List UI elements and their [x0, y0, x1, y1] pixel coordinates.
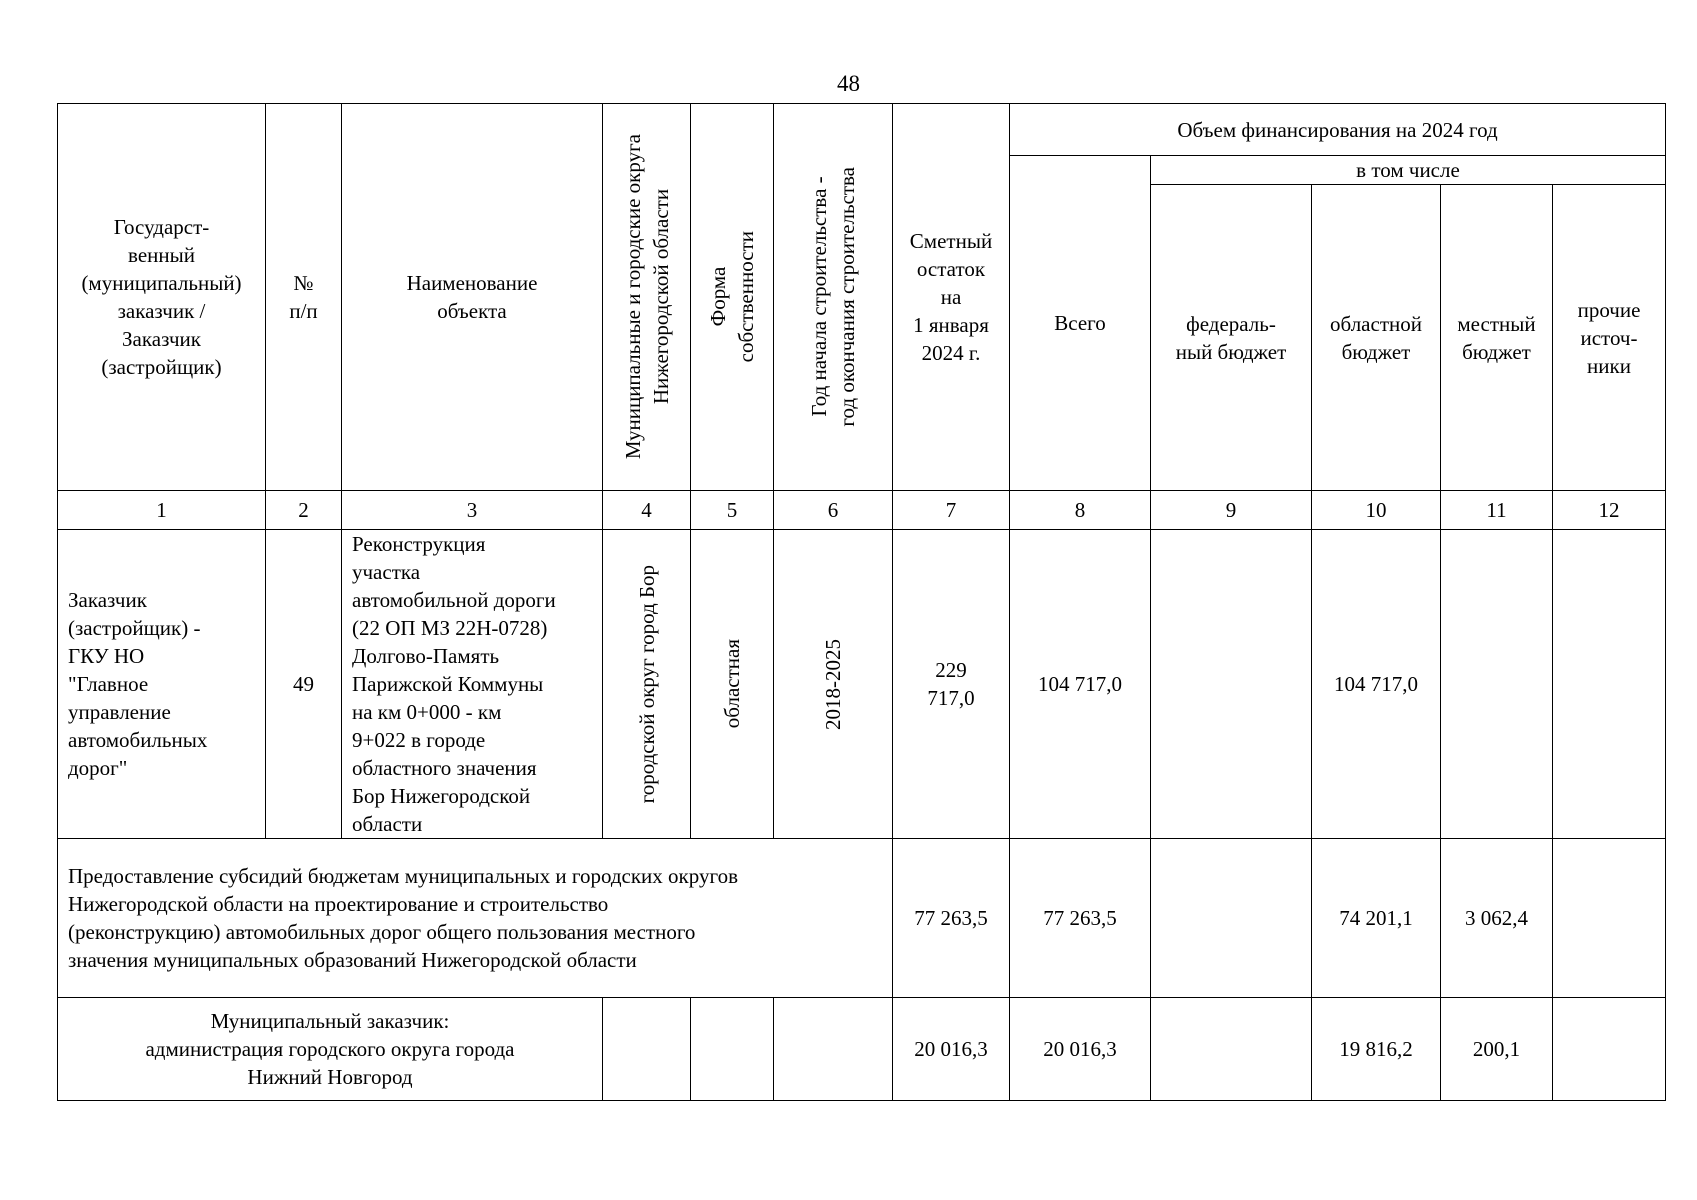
header-local: местный бюджет: [1441, 185, 1553, 491]
column-number: 7: [893, 491, 1010, 530]
subsidy-total: 77 263,5: [1010, 839, 1151, 998]
column-numbers-row: [58, 491, 1666, 530]
header-object-name: Наименование объекта: [342, 104, 603, 491]
column-number: 4: [603, 491, 691, 530]
column-number: 1: [58, 491, 266, 530]
header-ownership: Форма собственности: [691, 104, 774, 491]
header-regional: областной бюджет: [1312, 185, 1441, 491]
municipal-years: [774, 998, 893, 1101]
header-district: Муниципальные и городские округа Нижегородской области: [603, 104, 691, 491]
column-number: 9: [1151, 491, 1312, 530]
header-including: в том числе: [1151, 156, 1666, 185]
municipal-ownership: [691, 998, 774, 1101]
column-number: 6: [774, 491, 893, 530]
subsidy-other: [1553, 839, 1666, 998]
header-balance: Сметный остаток на 1 января 2024 г.: [893, 104, 1010, 491]
column-number: 5: [691, 491, 774, 530]
column-number: 10: [1312, 491, 1441, 530]
municipal-other: [1553, 998, 1666, 1101]
column-number: 8: [1010, 491, 1151, 530]
object-name: Реконструкция участка автомобильной дороги (22 ОП МЗ 22Н-0728) Долгово-Память Парижской Коммуны на км 0+000 - км 9+022 в городе областного значения Бор Нижегородской области: [342, 530, 603, 839]
subsidy-description: Предоставление субсидий бюджетам муниципальных и городских округов Нижегородской области на проектирование и строительство (реконструкцию) автомобильных дорог общего пользования местного значения муниципальных образований Нижегородской области: [58, 839, 893, 998]
object-federal: [1151, 530, 1312, 839]
municipal-total: 20 016,3: [1010, 998, 1151, 1101]
object-ownership: областная: [691, 530, 774, 839]
header-financing: Объем финансирования на 2024 год: [1010, 104, 1666, 156]
financing-table: [57, 103, 1666, 1101]
object-total: 104 717,0: [1010, 530, 1151, 839]
header-number: № п/п: [266, 104, 342, 491]
header-federal: федераль- ный бюджет: [1151, 185, 1312, 491]
table-row-subsidy: [58, 839, 1666, 998]
municipal-local: 200,1: [1441, 998, 1553, 1101]
municipal-federal: [1151, 998, 1312, 1101]
column-number: 11: [1441, 491, 1553, 530]
header-other: прочие источ- ники: [1553, 185, 1666, 491]
object-district: городской округ город Бор: [603, 530, 691, 839]
header-years: Год начала строительства - год окончания строительства: [774, 104, 893, 491]
header-customer: Государст- венный (муниципальный) заказчик / Заказчик (застройщик): [58, 104, 266, 491]
object-regional: 104 717,0: [1312, 530, 1441, 839]
object-years: 2018-2025: [774, 530, 893, 839]
municipal-district: [603, 998, 691, 1101]
object-customer: Заказчик (застройщик) - ГКУ НО "Главное управление автомобильных дорог": [58, 530, 266, 839]
table-row-object: [58, 530, 1666, 839]
object-other: [1553, 530, 1666, 839]
municipal-balance: 20 016,3: [893, 998, 1010, 1101]
table-row-municipal: [58, 998, 1666, 1101]
municipal-regional: 19 816,2: [1312, 998, 1441, 1101]
subsidy-federal: [1151, 839, 1312, 998]
column-number: 3: [342, 491, 603, 530]
object-balance: 229 717,0: [893, 530, 1010, 839]
header-total: Всего: [1010, 156, 1151, 491]
column-number: 12: [1553, 491, 1666, 530]
municipal-customer: Муниципальный заказчик: администрация городского округа города Нижний Новгород: [58, 998, 603, 1101]
page-number: 48: [837, 71, 860, 96]
subsidy-regional: 74 201,1: [1312, 839, 1441, 998]
subsidy-balance: 77 263,5: [893, 839, 1010, 998]
object-number: 49: [266, 530, 342, 839]
object-local: [1441, 530, 1553, 839]
subsidy-local: 3 062,4: [1441, 839, 1553, 998]
column-number: 2: [266, 491, 342, 530]
